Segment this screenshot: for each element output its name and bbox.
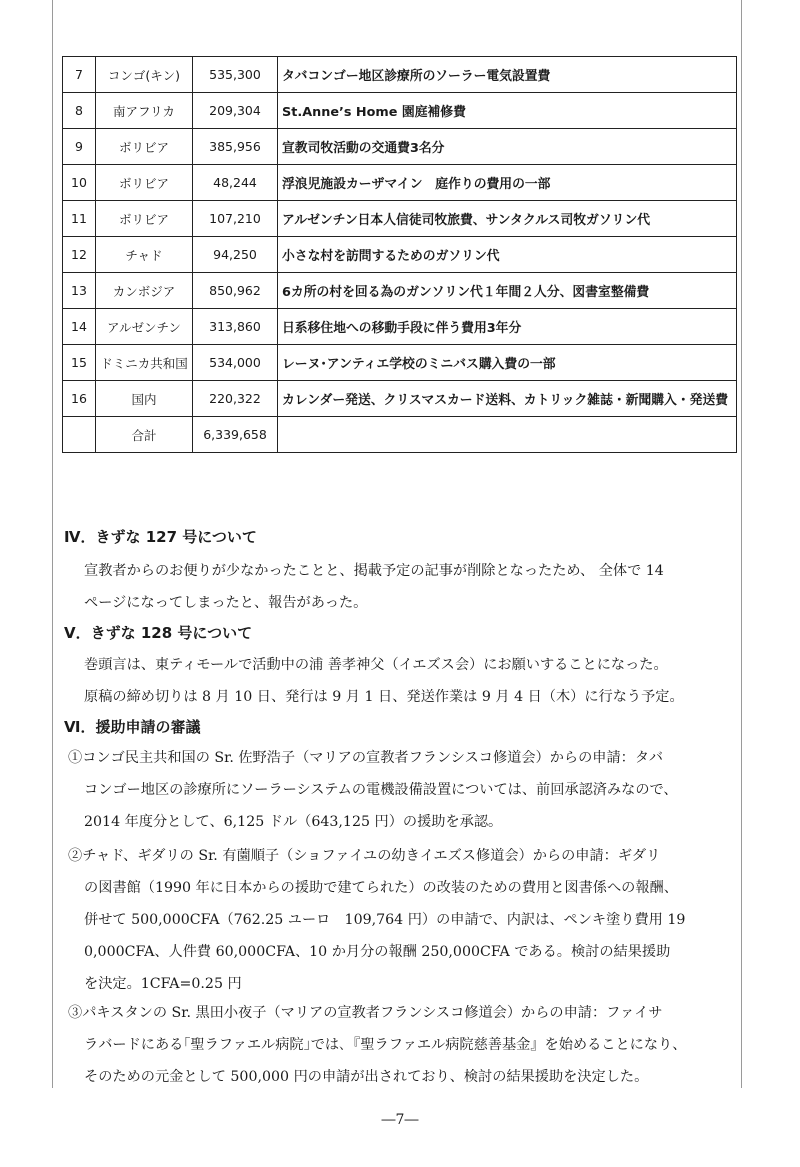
row-number: 9 [63,129,96,165]
table-row [63,381,737,417]
item-3-line: そのための元金として 500,000 円の申請が出されており、検討の結果援助を決定した。 [84,1069,649,1085]
row-number: 15 [63,345,96,381]
item-1-line: ①コンゴ民主共和国の Sr. 佐野浩子（マリアの宣教者フランシスコ修道会）からの申請：タバ [68,750,664,766]
total-empty-cell [278,417,737,453]
section-4-line: 宣教者からのお便りが少なかったことと、掲載予定の記事が削除となったため、 全体で 14 [84,563,664,579]
row-country: コンゴ(キン) [96,57,193,93]
item-2-line: を決定。1CFA=0.25 円 [84,976,242,992]
row-amount: 850,962 [193,273,278,309]
section-4-heading: Ⅳ．きずな 127 号について [64,528,257,546]
item-3-line: ラバードにある｢聖ラファエル病院｣では､『聖ラファエル病院慈善基金』を始めることになり、 [84,1037,687,1053]
row-purpose: 宣教司牧活動の交通費3名分 [278,129,737,165]
row-purpose: 小さな村を訪問するためのガソリン代 [278,237,737,273]
total-row [63,417,737,453]
row-amount: 48,244 [193,165,278,201]
row-purpose: St.Anne’s Home 園庭補修費 [278,93,737,129]
section-5-line: 原稿の締め切りは 8 月 10 日、発行は 9 月 1 日、発送作業は 9 月 4 日（木）に行なう予定。 [84,689,684,705]
row-country: 南アフリカ [96,93,193,129]
table-row [63,129,737,165]
total-label: 合計 [96,417,193,453]
row-amount: 535,300 [193,57,278,93]
row-country: ボリビア [96,129,193,165]
row-country: チャド [96,237,193,273]
item-2-line: 併せて 500,000CFA（762.25 ユーロ 109,764 円）の申請で、内訳は、ペンキ塗り費用 19 [84,912,686,928]
row-amount: 385,956 [193,129,278,165]
row-country: アルゼンチン [96,309,193,345]
table-row [63,201,737,237]
table-row [63,273,737,309]
item-2-line: ②チャド、ギダリの Sr. 有薗順子（ショファイユの幼きイエズス修道会）からの申請：ギダリ [68,848,661,864]
row-number: 12 [63,237,96,273]
row-country: 国内 [96,381,193,417]
section-5-line: 巻頭言は、東ティモールで活動中の浦 善孝神父（イエズス会）にお願いすることになった。 [84,657,668,673]
row-country: カンボジア [96,273,193,309]
row-country: ボリビア [96,201,193,237]
section-4-line: ページになってしまったと、報告があった。 [84,595,368,611]
item-3-line: ③パキスタンの Sr. 黒田小夜子（マリアの宣教者フランシスコ修道会）からの申請：ファイサ [68,1005,663,1021]
total-amount: 6,339,658 [193,417,278,453]
table-row [63,345,737,381]
row-purpose: タバコンゴー地区診療所のソーラー電気設置費 [278,57,737,93]
row-number: 16 [63,381,96,417]
table-row [63,309,737,345]
item-1-line: コンゴー地区の診療所にソーラーシステムの電機設備設置については、前回承認済みなので、 [84,782,678,798]
table-body [63,57,737,453]
row-country: ドミニカ共和国 [96,345,193,381]
row-purpose: アルゼンチン日本人信徒司牧旅費、サンタクルス司牧ガソリン代 [278,201,737,237]
row-amount: 94,250 [193,237,278,273]
table-row [63,93,737,129]
row-number: 8 [63,93,96,129]
table-row [63,237,737,273]
row-purpose: カレンダー発送、クリスマスカード送料、カトリック雑誌・新聞購入・発送費 [278,381,737,417]
page-number: ―7― [381,1112,419,1128]
row-amount: 209,304 [193,93,278,129]
row-amount: 220,322 [193,381,278,417]
row-number: 13 [63,273,96,309]
row-amount: 107,210 [193,201,278,237]
item-1-line: 2014 年度分として、6,125 ドル（643,125 円）の援助を承認。 [84,814,503,830]
total-empty-cell [63,417,96,453]
item-2-line: の図書館（1990 年に日本からの援助で建てられた）の改装のための費用と図書係への報酬、 [84,880,678,896]
row-purpose: 浮浪児施設カーザマイン 庭作りの費用の一部 [278,165,737,201]
row-amount: 313,860 [193,309,278,345]
row-purpose: 日系移住地への移動手段に伴う費用3年分 [278,309,737,345]
row-number: 14 [63,309,96,345]
row-amount: 534,000 [193,345,278,381]
row-number: 10 [63,165,96,201]
table-row [63,57,737,93]
row-purpose: レーヌ･アンティエ学校のミニバス購入費の一部 [278,345,737,381]
section-5-heading: Ⅴ．きずな 128 号について [64,624,253,642]
item-2-line: 0,000CFA、人件費 60,000CFA、10 か月分の報酬 250,000CFA である。検討の結果援助 [84,944,671,960]
row-purpose: 6カ所の村を回る為のガンソリン代１年間２人分、図書室整備費 [278,273,737,309]
section-6-heading: Ⅵ．援助申請の審議 [64,718,201,736]
row-number: 7 [63,57,96,93]
grant-table [62,56,737,453]
table-row [63,165,737,201]
row-country: ボリビア [96,165,193,201]
row-number: 11 [63,201,96,237]
